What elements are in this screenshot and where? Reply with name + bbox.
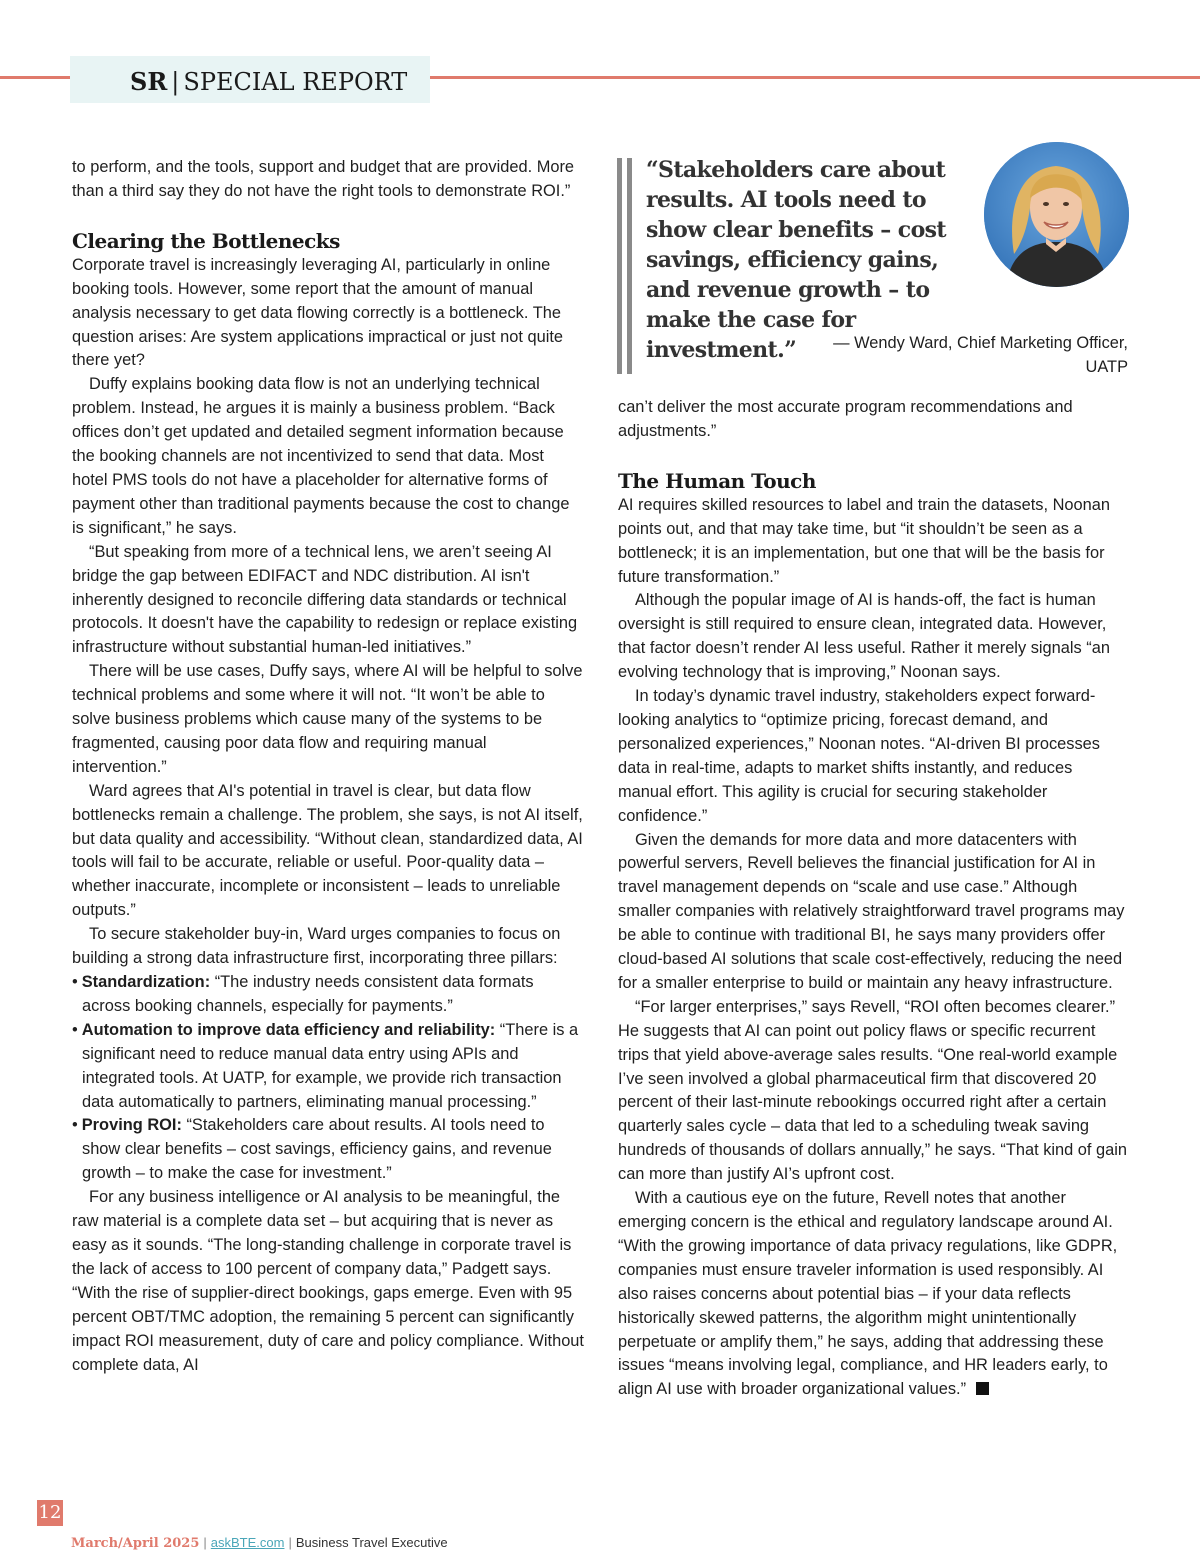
paragraph: To secure stakeholder buy-in, Ward urges companies to focus on building a strong data infrastructure first, incorporating three pillars: bbox=[72, 925, 561, 968]
paragraph: In today’s dynamic travel industry, stakeholders expect forward-looking analytics to “optimize pricing, forecast demand, and personalized experiences,” Noonan notes. “AI-driven BI processes data in real-time, adapts to market shifts instantly, and reduces manual effort. This agility is crucial for securing stakeholder confidence.” bbox=[618, 687, 1100, 825]
end-of-article-icon bbox=[976, 1382, 989, 1395]
paragraph bbox=[618, 1187, 1130, 1402]
paragraph: There will be use cases, Duffy says, where AI will be helpful to solve technical problems and some where it will not. “It won’t be able to solve business problems which cause many of the systems to be fragmented, causing poor data flow and requiring manual intervention.” bbox=[72, 662, 583, 776]
section-abbrev: SR bbox=[130, 67, 168, 96]
section-title: SPECIAL REPORT bbox=[183, 68, 408, 96]
attribution-line: UATP bbox=[1085, 358, 1128, 376]
paragraph: “For larger enterprises,” says Revell, “ROI often becomes clearer.” He suggests that AI can point out policy flaws or specific recurrent trips that yield above-average sales results. “One real-world example I’ve seen involved a global pharmaceutical firm that discovered 20 percent of their last-minute rebookings occurred right after a certain quarterly sales cycle – data that led to a scheduling tweak saving hundreds of thousands of dollars annually,” he says. “That kind of gain can more than justify AI’s upfront cost. bbox=[618, 997, 1128, 1184]
bullet-text: “There is a significant need to reduce manual data entry using APIs and integrated tools. At UATP, for example, we provide rich transaction data automatically to partners, eliminating manual processing.” bbox=[82, 1020, 579, 1111]
paragraph: For any business intelligence or AI analysis to be meaningful, the raw material is a complete data set – but acquiring that is never as easy as it sounds. “The long-standing challenge in corporate travel is the lack of access to 100 percent of company data,” Padgett says. “With the rise of supplier-direct bookings, gaps emerge. Even with 95 percent OBT/TMC adoption, the remaining 5 percent can significantly impact ROI measurement, duty of care and policy compliance. Without complete data, AI bbox=[72, 1188, 584, 1374]
pull-quote-attribution bbox=[646, 331, 1128, 379]
paragraph: Duffy explains booking data flow is not an underlying technical problem. Instead, he argues it is mainly a business problem. “Back offices don’t get updated and detailed segment information because the booking channels are not incentivized to send that data. Most hotel PMS tools do not have a placeholder for alternative forms of payment other than traditional payments because the cost to change is significant,” he says. bbox=[72, 375, 570, 537]
header-rule-left bbox=[0, 76, 70, 79]
list-item bbox=[72, 1019, 584, 1115]
pull-quote: “Stakeholders care about results. AI tools need to show clear benefits – cost savings, efficiency gains, and revenue growth – to make the case for investment.” bbox=[646, 157, 946, 363]
final-paragraph-text: With a cautious eye on the future, Revell notes that another emerging concern is the ethical and regulatory landscape around AI. “With the growing importance of data privacy regulations, like GDPR, companies must ensure traveler information is used responsibly. AI also raises concerns about potential bias – if your data reflects historically skewed patterns, the algorithm might unintentionally perpetuate or amplify them,” he says, adding that addressing these issues “means involving legal, compliance, and HR leaders early, to align AI use with broader organizational values.” bbox=[618, 1189, 1118, 1399]
pillars-list bbox=[72, 971, 584, 1186]
paragraph: AI requires skilled resources to label and train the datasets, Noonan points out, and that may take time, but “it shouldn’t be seen as a bottleneck; it is an implementation, but one that will be the basis for future transformation.” bbox=[618, 495, 1110, 586]
page-number: 12 bbox=[37, 1500, 63, 1526]
header-rule-right bbox=[430, 76, 1200, 79]
paragraph: “But speaking from more of a technical lens, we aren’t seeing AI bridge the gap between EDIFACT and NDC distribution. AI isn't inherently designed to reconcile differing data standards or technical protocols. It doesn't have the capability to redesign or replace existing infrastructure without substantial human-led initiatives.” bbox=[72, 542, 578, 657]
portrait-photo-icon bbox=[984, 142, 1129, 287]
heading-human-touch: The Human Touch bbox=[618, 468, 816, 493]
intro-paragraph: to perform, and the tools, support and budget that are provided. More than a third say they do not have the right tools to demonstrate ROI.” bbox=[72, 158, 575, 200]
list-item bbox=[72, 971, 584, 1019]
footer-separator: | bbox=[288, 1535, 292, 1550]
paragraph: Given the demands for more data and more datacenters with powerful servers, Revell believes the financial justification for AI in travel management depends on “scale and use case.” Although smaller companies with relatively straightforward travel programs may be able to continue with traditional BI, he says many providers offer cloud-based AI solutions that scale cost-effectively, reducing the need for a smaller enterprise to build or maintain any heavy infrastructure. bbox=[618, 830, 1125, 992]
paragraph: Corporate travel is increasingly leveraging AI, particularly in online booking tools. However, some report that the amount of manual analysis necessary to get data flowing correctly is a bottleneck. The question arises: Are system applications impractical or just not quite there yet? bbox=[72, 255, 564, 370]
attribution-line: — Wendy Ward, Chief Marketing Officer, bbox=[833, 334, 1128, 352]
issue-date: March/April 2025 bbox=[71, 1536, 200, 1551]
paragraph: Ward agrees that AI's potential in travel is clear, but data flow bottlenecks remain a challenge. The problem, she says, is not AI itself, but data quality and accessibility. “Without clean, standardized data, AI tools will fail to be accurate, reliable or useful. Poor-quality data – whether inaccurate, incomplete or inconsistent – leads to unreliable outputs.” bbox=[72, 781, 583, 920]
bullet-text: “The industry needs consistent data formats across booking channels, especially for payments.” bbox=[82, 973, 534, 1015]
right-column bbox=[618, 396, 1130, 1402]
heading-clearing-bottlenecks: Clearing the Bottlenecks bbox=[72, 228, 340, 253]
pull-quote-bars bbox=[617, 158, 633, 374]
left-column bbox=[72, 156, 584, 1377]
bullet-text: “Stakeholders care about results. AI tools need to show clear benefits – cost savings, efficiency gains, and revenue growth – to make the case for investment.” bbox=[82, 1116, 552, 1183]
bullet-label: Automation to improve data efficiency and reliability: bbox=[81, 1020, 496, 1039]
footer-separator: | bbox=[203, 1535, 207, 1550]
paragraph: Although the popular image of AI is hands-off, the fact is human oversight is still required to ensure clean, integrated data. However, that factor doesn’t render AI less useful. Rather it merely signals “an evolving technology that is improving,” Noonan says. bbox=[618, 591, 1110, 682]
bullet-label: Standardization: bbox=[81, 973, 211, 991]
list-item bbox=[72, 1114, 584, 1186]
site-link[interactable]: askBTE.com bbox=[210, 1535, 285, 1550]
publication-name: Business Travel Executive bbox=[295, 1535, 448, 1550]
section-header bbox=[70, 56, 430, 103]
continuation-paragraph: can’t deliver the most accurate program recommendations and adjustments.” bbox=[618, 398, 1073, 440]
section-separator: | bbox=[171, 68, 180, 96]
bullet-label: Proving ROI: bbox=[81, 1116, 182, 1135]
footer bbox=[71, 1535, 448, 1551]
